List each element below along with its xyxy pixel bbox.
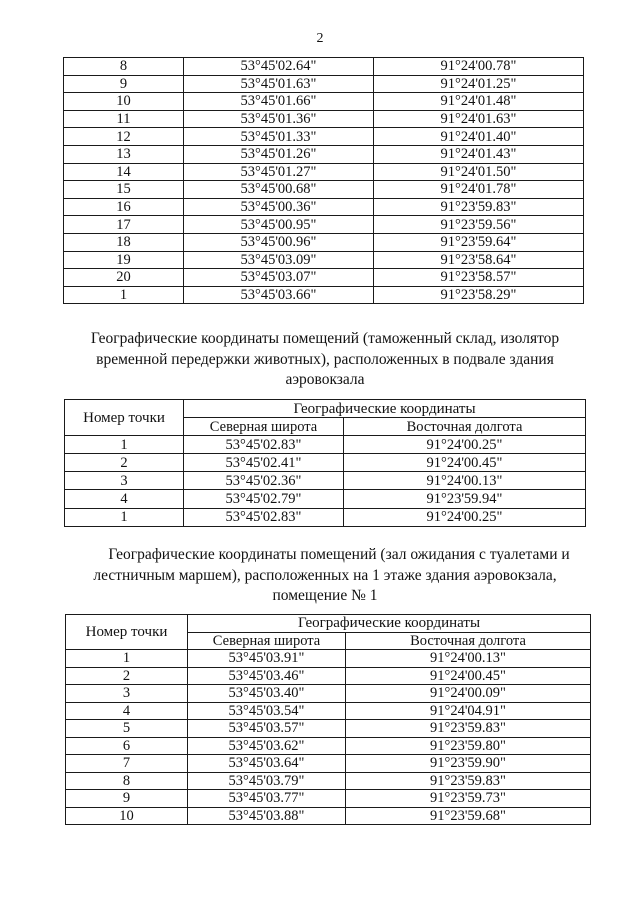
table-row xyxy=(64,75,584,93)
point-number-cell: 12 xyxy=(64,128,184,146)
caption-line: Географические координаты помещений (таможенный склад, изолятор xyxy=(90,330,560,347)
latitude-cell: 53°45'03.77" xyxy=(188,790,346,808)
point-number-cell: 1 xyxy=(65,436,184,454)
header-coordinates-group: Географические координаты xyxy=(188,615,591,633)
table-row xyxy=(65,490,586,508)
latitude-cell: 53°45'01.36" xyxy=(184,110,374,128)
table-row xyxy=(64,198,584,216)
header-longitude: Восточная долгота xyxy=(344,418,586,436)
table-body xyxy=(66,650,591,825)
latitude-cell: 53°45'00.96" xyxy=(184,233,374,251)
latitude-cell: 53°45'00.36" xyxy=(184,198,374,216)
table-row xyxy=(66,720,591,738)
point-number-cell: 16 xyxy=(64,198,184,216)
longitude-cell: 91°23'59.83" xyxy=(346,720,591,738)
point-number-cell: 5 xyxy=(66,720,188,738)
table-body xyxy=(65,436,586,526)
point-number-cell: 13 xyxy=(64,145,184,163)
table-row xyxy=(64,251,584,269)
latitude-cell: 53°45'03.46" xyxy=(188,667,346,685)
latitude-cell: 53°45'01.26" xyxy=(184,145,374,163)
longitude-cell: 91°23'59.94" xyxy=(344,490,586,508)
table-row xyxy=(66,807,591,825)
longitude-cell: 91°24'01.40" xyxy=(374,128,584,146)
latitude-cell: 53°45'03.64" xyxy=(188,755,346,773)
caption-line: лестничным маршем), расположенных на 1 этаже здания аэровокзала, xyxy=(93,566,557,584)
header-point-number: Номер точки xyxy=(66,615,188,650)
point-number-cell: 11 xyxy=(64,110,184,128)
longitude-cell: 91°24'00.13" xyxy=(344,472,586,490)
longitude-cell: 91°24'01.43" xyxy=(374,145,584,163)
table-row xyxy=(64,163,584,181)
latitude-cell: 53°45'01.63" xyxy=(184,75,374,93)
table-row xyxy=(64,58,584,76)
latitude-cell: 53°45'03.91" xyxy=(188,650,346,668)
table-row xyxy=(64,181,584,199)
table-row xyxy=(66,772,591,790)
point-number-cell: 4 xyxy=(66,702,188,720)
table-row xyxy=(64,286,584,304)
latitude-cell: 53°45'02.83" xyxy=(184,508,344,526)
latitude-cell: 53°45'03.09" xyxy=(184,251,374,269)
longitude-cell: 91°24'00.78" xyxy=(374,58,584,76)
longitude-cell: 91°24'01.25" xyxy=(374,75,584,93)
table-row xyxy=(66,650,591,668)
header-point-number: Номер точки xyxy=(65,400,184,436)
table-row xyxy=(66,737,591,755)
latitude-cell: 53°45'02.83" xyxy=(184,436,344,454)
longitude-cell: 91°24'04.91" xyxy=(346,702,591,720)
table-row xyxy=(64,128,584,146)
table-row xyxy=(66,667,591,685)
header-row xyxy=(66,615,591,633)
point-number-cell: 10 xyxy=(66,807,188,825)
point-number-cell: 17 xyxy=(64,216,184,234)
latitude-cell: 53°45'03.40" xyxy=(188,685,346,703)
point-number-cell: 15 xyxy=(64,181,184,199)
longitude-cell: 91°24'00.09" xyxy=(346,685,591,703)
point-number-cell: 9 xyxy=(64,75,184,93)
latitude-cell: 53°45'02.41" xyxy=(184,454,344,472)
table-row xyxy=(65,508,586,526)
latitude-cell: 53°45'03.57" xyxy=(188,720,346,738)
longitude-cell: 91°24'01.48" xyxy=(374,93,584,111)
coordinates-table-basement xyxy=(64,399,586,527)
longitude-cell: 91°23'59.73" xyxy=(346,790,591,808)
latitude-cell: 53°45'03.54" xyxy=(188,702,346,720)
latitude-cell: 53°45'00.95" xyxy=(184,216,374,234)
latitude-cell: 53°45'03.07" xyxy=(184,269,374,287)
latitude-cell: 53°45'03.79" xyxy=(188,772,346,790)
longitude-cell: 91°24'00.45" xyxy=(346,667,591,685)
point-number-cell: 18 xyxy=(64,233,184,251)
longitude-cell: 91°24'01.78" xyxy=(374,181,584,199)
latitude-cell: 53°45'03.66" xyxy=(184,286,374,304)
table-row xyxy=(65,436,586,454)
table-row xyxy=(65,472,586,490)
caption-line: Географические координаты помещений (зал ожидания с туалетами и xyxy=(108,546,570,563)
table-row xyxy=(66,755,591,773)
table-row xyxy=(66,702,591,720)
table-row xyxy=(65,454,586,472)
point-number-cell: 3 xyxy=(65,472,184,490)
table-row xyxy=(66,685,591,703)
table-row xyxy=(64,233,584,251)
caption-line: помещение № 1 xyxy=(272,587,378,604)
longitude-cell: 91°23'59.56" xyxy=(374,216,584,234)
longitude-cell: 91°23'59.83" xyxy=(346,772,591,790)
table-row xyxy=(64,269,584,287)
longitude-cell: 91°23'58.29" xyxy=(374,286,584,304)
point-number-cell: 8 xyxy=(66,772,188,790)
table-row xyxy=(66,790,591,808)
header-coordinates-group: Географические координаты xyxy=(184,400,586,418)
latitude-cell: 53°45'01.66" xyxy=(184,93,374,111)
latitude-cell: 53°45'01.27" xyxy=(184,163,374,181)
point-number-cell: 10 xyxy=(64,93,184,111)
point-number-cell: 2 xyxy=(66,667,188,685)
header-row xyxy=(65,400,586,418)
table-row xyxy=(64,93,584,111)
header-latitude: Северная широта xyxy=(184,418,344,436)
longitude-cell: 91°23'59.68" xyxy=(346,807,591,825)
latitude-cell: 53°45'00.68" xyxy=(184,181,374,199)
longitude-cell: 91°24'00.25" xyxy=(344,508,586,526)
longitude-cell: 91°23'59.80" xyxy=(346,737,591,755)
point-number-cell: 3 xyxy=(66,685,188,703)
latitude-cell: 53°45'03.88" xyxy=(188,807,346,825)
point-number-cell: 1 xyxy=(66,650,188,668)
longitude-cell: 91°24'01.50" xyxy=(374,163,584,181)
longitude-cell: 91°23'58.64" xyxy=(374,251,584,269)
page-number: 2 xyxy=(316,31,324,46)
header-longitude: Восточная долгота xyxy=(346,632,591,650)
point-number-cell: 20 xyxy=(64,269,184,287)
latitude-cell: 53°45'02.36" xyxy=(184,472,344,490)
latitude-cell: 53°45'03.62" xyxy=(188,737,346,755)
header-latitude: Северная широта xyxy=(188,632,346,650)
latitude-cell: 53°45'02.64" xyxy=(184,58,374,76)
latitude-cell: 53°45'02.79" xyxy=(184,490,344,508)
point-number-cell: 1 xyxy=(65,508,184,526)
longitude-cell: 91°23'59.83" xyxy=(374,198,584,216)
table-row xyxy=(64,216,584,234)
point-number-cell: 7 xyxy=(66,755,188,773)
caption-line: временной передержки животных), расположенных в подвале здания xyxy=(96,350,554,368)
longitude-cell: 91°24'00.25" xyxy=(344,436,586,454)
coordinates-table-first-floor xyxy=(65,614,591,825)
caption-line: аэровокзала xyxy=(285,371,365,388)
point-number-cell: 6 xyxy=(66,737,188,755)
table-row xyxy=(64,110,584,128)
point-number-cell: 1 xyxy=(64,286,184,304)
coordinates-table-continuation xyxy=(63,57,584,304)
point-number-cell: 9 xyxy=(66,790,188,808)
section-caption-basement xyxy=(63,329,587,391)
point-number-cell: 8 xyxy=(64,58,184,76)
longitude-cell: 91°24'01.63" xyxy=(374,110,584,128)
longitude-cell: 91°23'58.57" xyxy=(374,269,584,287)
longitude-cell: 91°24'00.45" xyxy=(344,454,586,472)
point-number-cell: 2 xyxy=(65,454,184,472)
section-caption-first-floor xyxy=(63,545,587,607)
table-body xyxy=(64,58,584,304)
point-number-cell: 19 xyxy=(64,251,184,269)
point-number-cell: 14 xyxy=(64,163,184,181)
longitude-cell: 91°23'59.64" xyxy=(374,233,584,251)
table-row xyxy=(64,145,584,163)
latitude-cell: 53°45'01.33" xyxy=(184,128,374,146)
longitude-cell: 91°24'00.13" xyxy=(346,650,591,668)
point-number-cell: 4 xyxy=(65,490,184,508)
longitude-cell: 91°23'59.90" xyxy=(346,755,591,773)
